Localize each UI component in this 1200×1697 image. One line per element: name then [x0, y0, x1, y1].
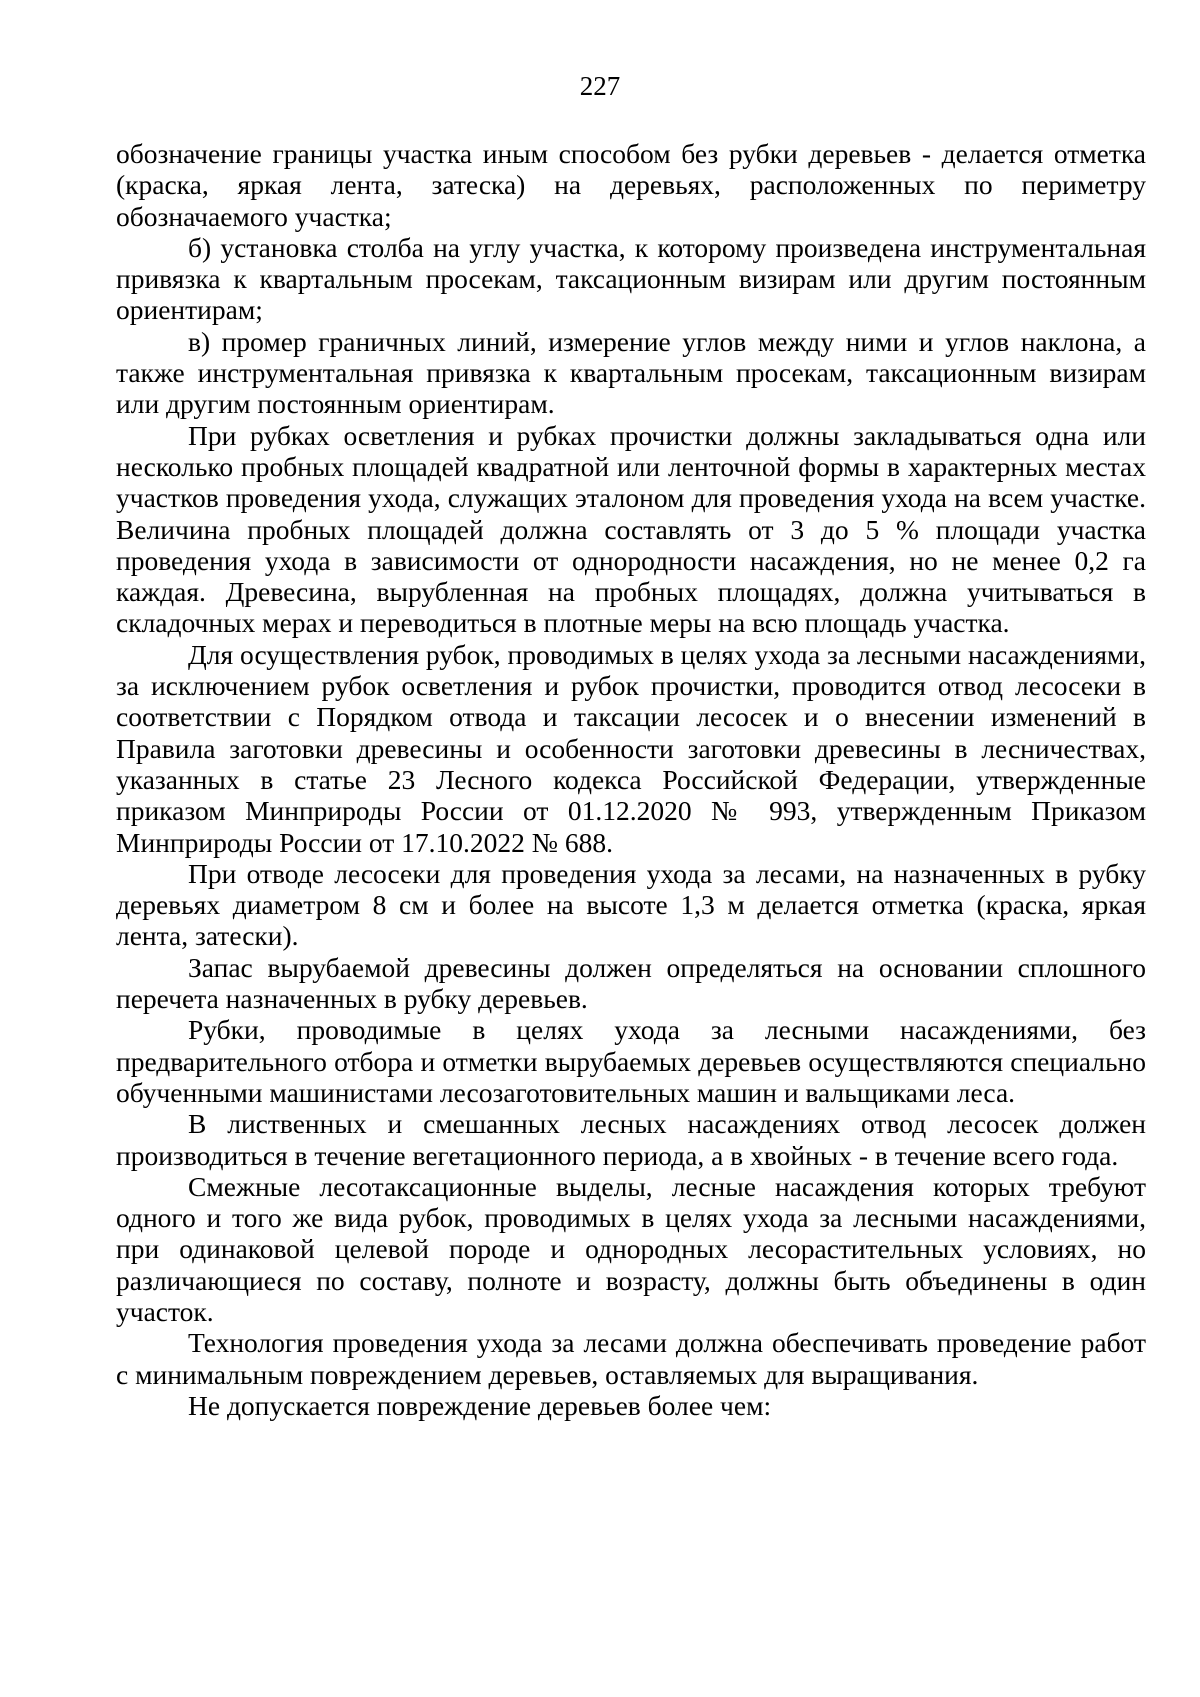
paragraph-damage-limit: Не допускается повреждение деревьев более чем: [188, 1389, 772, 1421]
document-body [116, 138, 1146, 1421]
paragraph-boundary-marking: обозначение границы участка иным способом без рубки деревьев - делается отметка (краска, яркая лента, затеска) на деревьях, расположенных по периметру обозначаемого участка; [116, 138, 1146, 232]
paragraph-item-v: в) промер граничных линий, измерение углов между ними и углов наклона, а также инструментальная привязка к квартальным просекам, таксационным визирам или другим постоянным ориентирам. [116, 325, 1146, 420]
paragraph-item-b: б) установка столба на углу участка, к которому произведена инструментальная привязка к квартальным просекам, таксационным визирам или другим постоянным ориентирам; [116, 231, 1146, 326]
paragraph-allocation-season: В лиственных и смешанных лесных насаждениях отвод лесосек должен производиться в течение вегетационного периода, а в хвойных - в течение всего года. [116, 1108, 1146, 1171]
paragraph-technology: Технология проведения ухода за лесами должна обеспечивать проведение работ с минимальным повреждением деревьев, оставляемых для выращивания. [116, 1327, 1146, 1390]
page-number: 227 [579, 71, 621, 101]
paragraph-no-preselection: Рубки, проводимые в целях ухода за лесными насаждениями, без предварительного отбора и отметки вырубаемых деревьев осуществляются специально обученными машинистами лесозаготовительных машин и вальщиками леса. [116, 1014, 1146, 1108]
paragraph-sample-plots: При рубках осветления и рубках прочистки должны закладываться одна или несколько пробных площадей квадратной или ленточной формы в характерных местах участков проведения ухода, служащих эталоном для проведения ухода на всем участке. Величина пробных площадей должна составлять от 3 до 5 % площади участка проведения ухода в зависимости от однородности насаждения, но не менее 0,2 га каждая. Древесина, вырубленная на пробных площадях, должна учитываться в складочных мерах и переводиться в плотные меры на всю площадь участка. [116, 419, 1146, 639]
paragraph-adjacent-plots: Смежные лесотаксационные выделы, лесные насаждения которых требуют одного и того же вида рубок, проводимых в целях ухода за лесными насаждениями, при одинаковой целевой породе и однородных лесорастительных условиях, но различающиеся по составу, полноте и возрасту, должны быть объединены в один участок. [116, 1170, 1146, 1327]
paragraph-timber-stock: Запас вырубаемой древесины должен определяться на основании сплошного перечета назначенных в рубку деревьев. [116, 951, 1146, 1015]
paragraph-cutting-area-allocation: Для осуществления рубок, проводимых в целях ухода за лесными насаждениями, за исключением рубок осветления и рубок прочистки, проводится отвод лесосеки в соответствии с Порядком отвода и таксации лесосек и о внесении изменений в Правила заготовки древесины и особенности заготовки древесины в лесничествах, указанных в статье 23 Лесного кодекса Российской Федерации, утвержденные приказом Минприроды России от 01.12.2020 № 993, утвержденным Приказом Минприроды России от 17.10.2022 № 688. [116, 638, 1146, 858]
paragraph-tree-marking: При отводе лесосеки для проведения ухода за лесами, на назначенных в рубку деревьях диаметром 8 см и более на высоте 1,3 м делается отметка (краска, яркая лента, затески). [116, 857, 1146, 952]
